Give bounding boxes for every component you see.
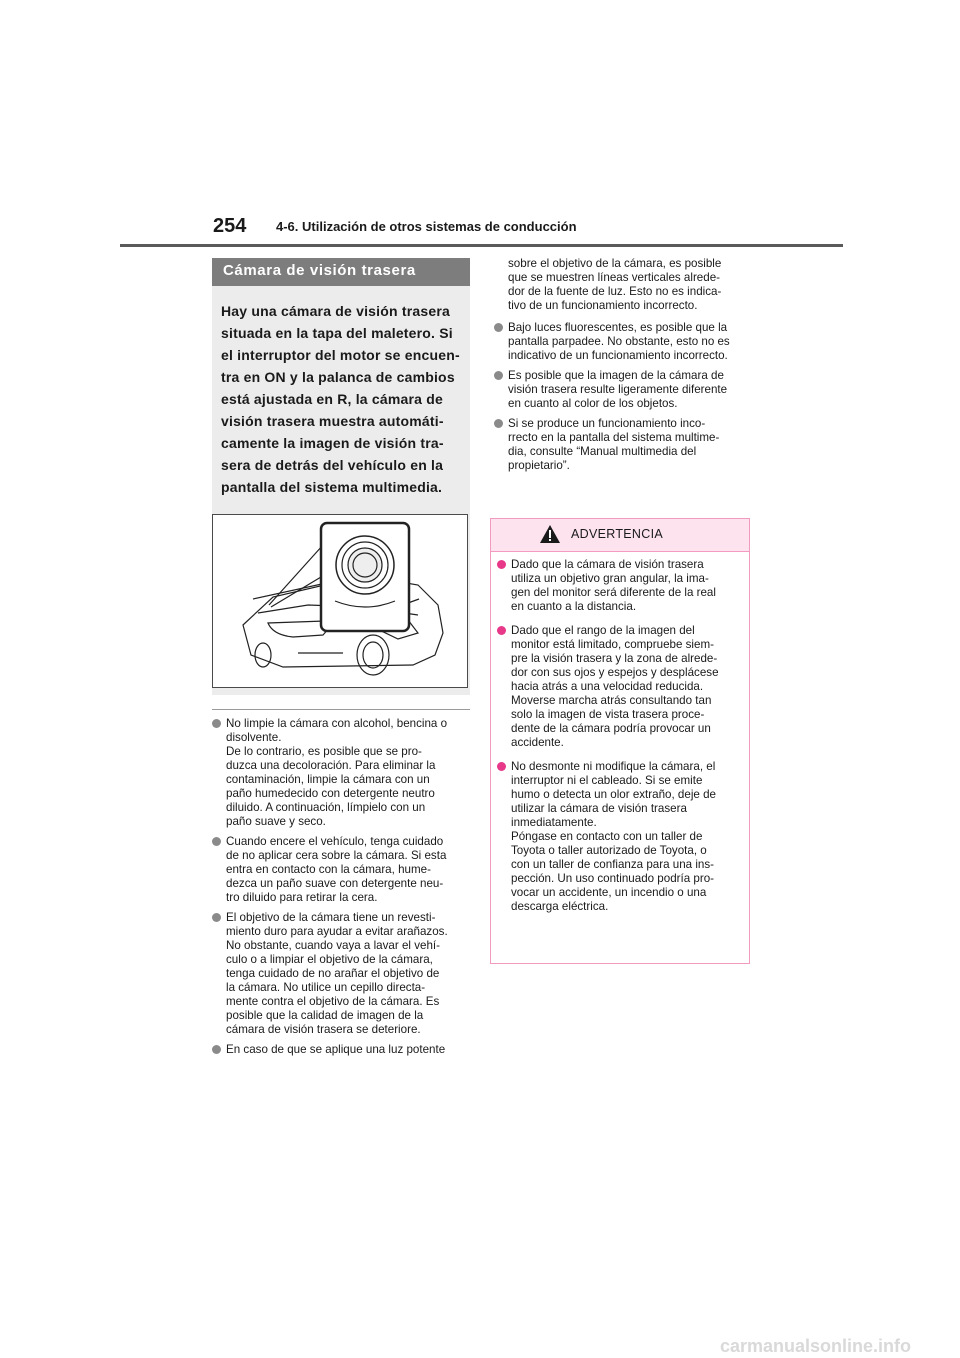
line: de no aplicar cera sobre la cámara. Si esta <box>226 849 447 862</box>
line: contaminación, limpie la cámara con un <box>226 773 430 786</box>
intro-line: situada en la tapa del maletero. Si <box>221 325 453 341</box>
line: dor de la fuente de luz. Esto no es indica- <box>508 285 722 298</box>
bullet-icon <box>494 419 503 428</box>
notes-left <box>212 717 474 1063</box>
list-item <box>212 717 474 829</box>
intro-line: Hay una cámara de visión trasera <box>221 303 450 319</box>
line: diluido. A continuación, límpielo con un <box>226 801 426 814</box>
line: Bajo luces fluorescentes, es posible que la <box>508 321 728 334</box>
line: monitor está limitado, compruebe siem- <box>511 638 714 651</box>
line: Moverse marcha atrás consultando tan <box>511 694 712 707</box>
line: accidente. <box>511 736 564 749</box>
intro-line: está ajustada en R, la cámara de <box>221 391 443 407</box>
line: tenga cuidado de no arañar el objetivo de <box>226 967 440 980</box>
line: culo o a limpiar el objetivo de la cámara, <box>226 953 433 966</box>
line: indicativo de un funcionamiento incorrecto. <box>508 349 728 362</box>
line: humo o detecta un olor extraño, deje de <box>511 788 716 801</box>
line: pección. Un uso continuado podría pro- <box>511 872 715 885</box>
bullet-icon <box>497 626 506 635</box>
section-title: Cámara de visión trasera <box>223 262 416 279</box>
line: paño suave y seco. <box>226 815 326 828</box>
line: tivo de un funcionamiento incorrecto. <box>508 299 698 312</box>
line: gen del monitor será diferente de la real <box>511 586 716 599</box>
line: inmediatamente. <box>511 816 597 829</box>
list-item <box>497 624 743 750</box>
warning-header <box>491 519 749 552</box>
continuation-text <box>494 257 756 313</box>
line: hacia atrás a una velocidad reducida. <box>511 680 704 693</box>
line: entra en contacto con la cámara, hume- <box>226 863 431 876</box>
intro-line: el interruptor del motor se encuen- <box>221 347 460 363</box>
line: Dado que el rango de la imagen del <box>511 624 695 637</box>
section-title-bar <box>212 258 470 286</box>
line: Póngase en contacto con un taller de <box>511 830 703 843</box>
intro-line: pantalla del sistema multimedia. <box>221 479 443 495</box>
line: rrecto en la pantalla del sistema multime- <box>508 431 720 444</box>
bullet-icon <box>497 560 506 569</box>
line: Dado que la cámara de visión trasera <box>511 558 704 571</box>
line: Toyota o taller autorizado de Toyota, o <box>511 844 707 857</box>
notes-right <box>494 257 756 479</box>
line: Si se produce un funcionamiento inco- <box>508 417 706 430</box>
line: vocar un accidente, un incendio o una <box>511 886 707 899</box>
line: con un taller de confianza para una ins- <box>511 858 715 871</box>
line: visión trasera resulte ligeramente diferente <box>508 383 728 396</box>
line: El objetivo de la cámara tiene un revesti- <box>226 911 436 924</box>
line: utilizar la cámara de visión trasera <box>511 802 687 815</box>
line: duzca una decoloración. Para eliminar la <box>226 759 436 772</box>
rear-camera-illustration <box>212 514 468 688</box>
line: cámara de visión trasera se deteriore. <box>226 1023 421 1036</box>
line: interruptor ni el cableado. Si se emite <box>511 774 703 787</box>
line: la cámara. No utilice un cepillo directa- <box>226 981 426 994</box>
warning-box <box>490 518 750 964</box>
intro-line: tra en ON y la palanca de cambios <box>221 369 455 385</box>
line: dezca un paño suave con detergente neu- <box>226 877 444 890</box>
bullet-icon <box>494 323 503 332</box>
page-number: 254 <box>213 215 247 237</box>
line: No obstante, cuando vaya a lavar el vehí- <box>226 939 440 952</box>
line: en cuanto al color de los objetos. <box>508 397 678 410</box>
list-item <box>212 1043 474 1057</box>
line: en cuanto a la distancia. <box>511 600 637 613</box>
bullet-icon <box>497 762 506 771</box>
bullet-icon <box>212 837 221 846</box>
line: Es posible que la imagen de la cámara de <box>508 369 724 382</box>
line: propietario”. <box>508 459 570 472</box>
line: que se muestren líneas verticales alrede- <box>508 271 721 284</box>
line: solo la imagen de vista trasera proce- <box>511 708 705 721</box>
line: Cuando encere el vehículo, tenga cuidado <box>226 835 444 848</box>
list-item <box>494 321 756 363</box>
line: sobre el objetivo de la cámara, es posible <box>508 257 722 270</box>
bullet-icon <box>494 371 503 380</box>
warning-title: ADVERTENCIA <box>571 527 663 541</box>
line: paño humedecido con detergente neutro <box>226 787 435 800</box>
section-header: 4-6. Utilización de otros sistemas de conducción <box>276 219 577 234</box>
line: En caso de que se aplique una luz potente <box>226 1043 446 1056</box>
list-item <box>212 911 474 1037</box>
bullet-icon <box>212 913 221 922</box>
warning-triangle-icon <box>539 524 561 544</box>
list-item <box>497 760 743 914</box>
list-item <box>497 558 743 614</box>
list-item <box>212 835 474 905</box>
header-rule <box>120 244 843 247</box>
line: miento duro para ayudar a evitar arañazos. <box>226 925 448 938</box>
line: pantalla parpadee. No obstante, esto no es <box>508 335 730 348</box>
line: descarga eléctrica. <box>511 900 609 913</box>
line: dor con sus ojos y espejos y desplácese <box>511 666 719 679</box>
bullet-icon <box>212 719 221 728</box>
panel-rule <box>212 709 470 710</box>
line: disolvente. <box>226 731 282 744</box>
line: De lo contrario, es posible que se pro- <box>226 745 422 758</box>
intro-line: visión trasera muestra automáti- <box>221 413 444 429</box>
bullet-icon <box>212 1045 221 1054</box>
line: tro diluido para retirar la cera. <box>226 891 378 904</box>
intro-line: camente la imagen de visión tra- <box>221 435 444 451</box>
line: No limpie la cámara con alcohol, bencina o <box>226 717 448 730</box>
watermark: carmanualsonline.info <box>720 1336 912 1356</box>
line: mente contra el objetivo de la cámara. Es <box>226 995 440 1008</box>
line: dente de la cámara podría provocar un <box>511 722 711 735</box>
line: posible que la calidad de imagen de la <box>226 1009 424 1022</box>
line: dia, consulte “Manual multimedia del <box>508 445 697 458</box>
line: utiliza un objetivo gran angular, la ima- <box>511 572 709 585</box>
intro-line: sera de detrás del vehículo en la <box>221 457 444 473</box>
intro-text <box>221 300 466 498</box>
list-item <box>494 369 756 411</box>
list-item <box>494 417 756 473</box>
warning-body <box>491 552 749 914</box>
line: No desmonte ni modifique la cámara, el <box>511 760 716 773</box>
line: pre la visión trasera y la zona de alrede- <box>511 652 718 665</box>
